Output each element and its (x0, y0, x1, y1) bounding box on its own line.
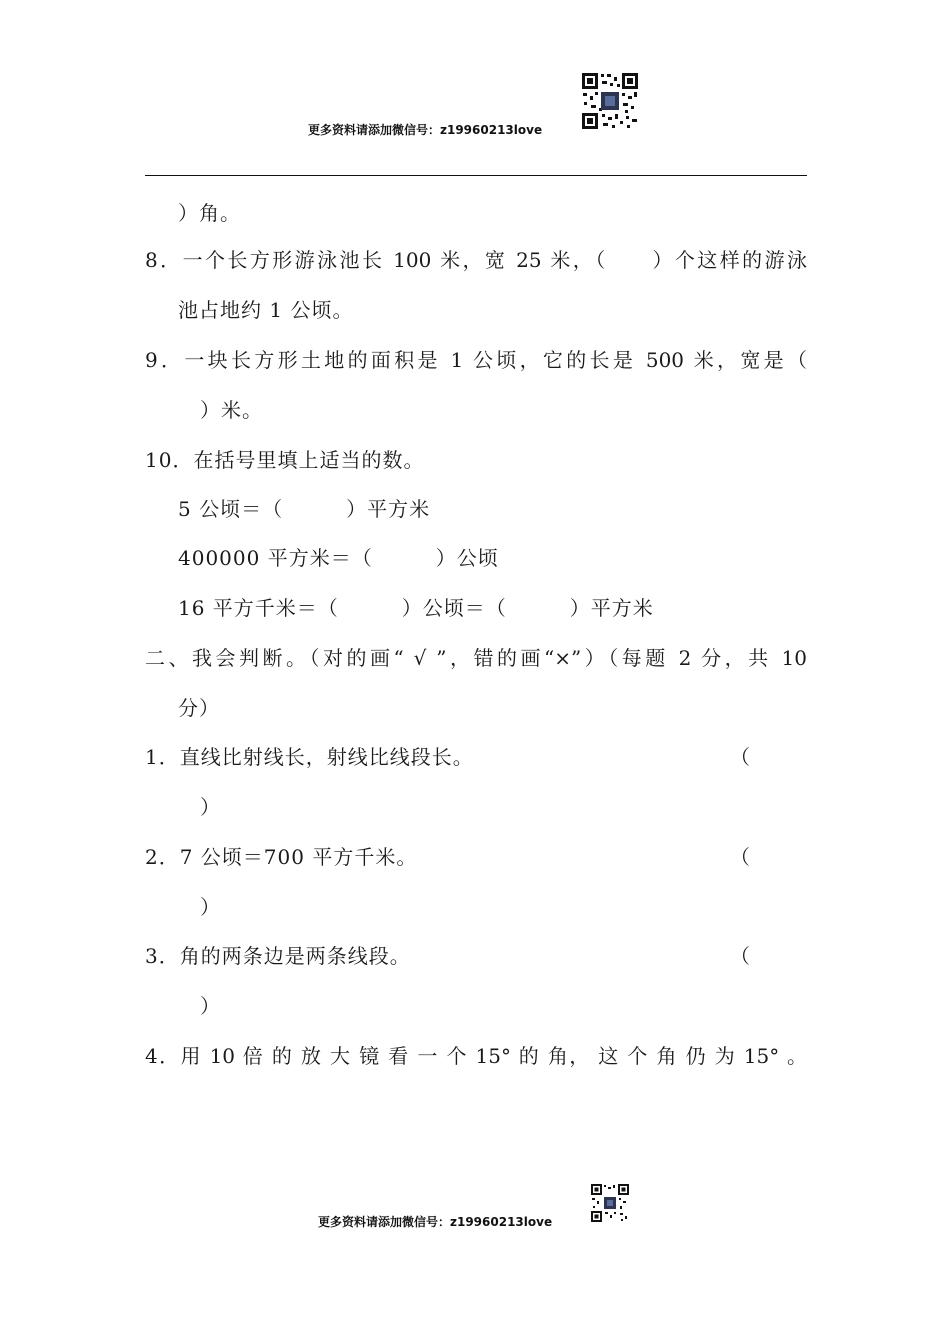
header-divider (145, 175, 807, 176)
judge-3-close-paren: ） (200, 994, 221, 1018)
question-8-line-1: 8．一个长方形游泳池长 100 米，宽 25 米，（ ）个这样的游泳 (145, 248, 807, 272)
question-10-item-1: 5 公顷＝（ ）平方米 (178, 497, 431, 521)
header-contact-text: 更多资料请添加微信号：z19960213love (308, 123, 543, 137)
judge-3-open-paren: （ (730, 944, 751, 968)
footer-contact-text: 更多资料请添加微信号：z19960213love (318, 1215, 553, 1229)
judge-1-open-paren: （ (730, 745, 751, 769)
judge-2-close-paren: ） (200, 895, 221, 919)
footer-qr-code-icon (590, 1183, 630, 1223)
judge-2-open-paren: （ (730, 845, 751, 869)
judge-1-close-paren: ） (200, 795, 221, 819)
question-10-item-2: 400000 平方米＝（ ）公顷 (178, 546, 499, 570)
question-8-line-2: 池占地约 1 公顷。 (178, 298, 354, 322)
section-2-heading-line-2: 分） (178, 696, 220, 720)
question-10-title: 10．在括号里填上适当的数。 (145, 448, 425, 472)
header-qr-code-icon (581, 72, 639, 130)
question-9-line-1: 9．一块长方形土地的面积是 1 公顷，它的长是 500 米，宽是（ (145, 348, 807, 372)
text-line-angle-end: ）角。 (178, 201, 241, 225)
judge-2-text: 2．7 公顷＝700 平方千米。 (145, 845, 418, 869)
judge-3-text: 3．角的两条边是两条线段。 (145, 944, 411, 968)
question-10-item-3: 16 平方千米＝（ ）公顷＝（ ）平方米 (178, 596, 654, 620)
judge-4-text: 4．用 10 倍 的 放 大 镜 看 一 个 15° 的 角， 这 个 角 仍 为 15° 。 (145, 1044, 807, 1068)
section-2-heading-line-1: 二、我会判断。（对的画“ √ ”，错的画“×”）（每题 2 分，共 10 (145, 646, 807, 670)
question-9-line-2: ）米。 (200, 398, 263, 422)
judge-1-text: 1．直线比射线长，射线比线段长。 (145, 745, 474, 769)
